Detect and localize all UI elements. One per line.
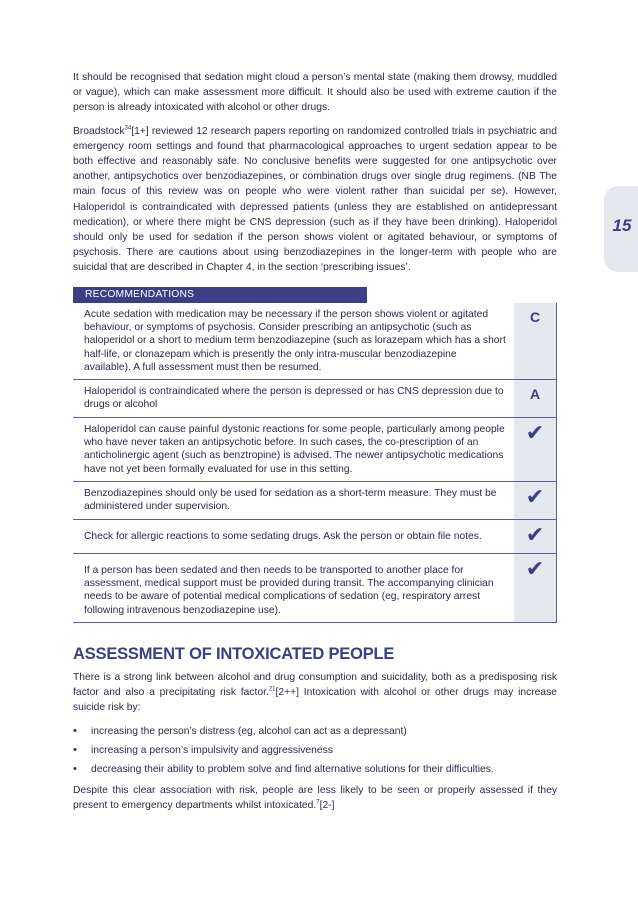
citation-ref: 34 xyxy=(124,125,132,132)
page-number: 15 xyxy=(612,216,632,235)
list-item: • decreasing their ability to problem solve and find alternative solutions for their difficulties. xyxy=(73,762,557,777)
checkmark-icon: ✔ xyxy=(514,482,556,519)
recommendation-row: Haloperidol is contraindicated where the person is depressed or has CNS depression due to drugs or alcohol A xyxy=(73,379,557,417)
citation-ref: 21 xyxy=(268,686,276,693)
list-item: • increasing a person’s impulsivity and aggressiveness xyxy=(73,743,557,758)
checkmark-icon: ✔ xyxy=(514,554,556,622)
recommendations-header: RECOMMENDATIONS xyxy=(73,287,367,303)
grade-badge: A xyxy=(514,380,556,417)
citation-ref: 7 xyxy=(316,799,320,806)
recommendation-row: Haloperidol can cause painful dystonic reactions for some people, particularly among people who have never taken an antipsychotic before. In such cases, the co-prescription of an anticholinergic agent (such as benztropine) is advised. The newer antipsychotic medications have not yet been formally evaluated for use in this setting. ✔ xyxy=(73,417,557,481)
recommendations-table xyxy=(73,284,557,623)
grade-badge: C xyxy=(514,303,556,379)
assessment-paragraph-2: Despite this clear association with risk, people are less likely to be seen or properly assessed if they present to emergency departments whilst intoxicated.$^7$[2-] xyxy=(73,785,557,812)
checkmark-icon: ✔ xyxy=(514,520,556,553)
intro-paragraph-2: Broadstock$^{34}$[1+] reviewed 12 research papers reporting on randomized controlled trials in psychiatric and emergency room settings and found that pharmacological approaches to urgent sedation appear to be both effective and reasonably safe. No conclusive benefits were suggested for one antipsychotic over another, antipsychotics over benzodiazepines, or combination drugs over single drug regimens. (NB The main focus of this review was on people who were violent rather than suicidal per se). However, Haloperidol is contraindicated with depressed patients (unless they are established on antidepressant medication), or where there might be CNS depression (such as if they have been drinking). Haloperidol should only be used for sedation if the person shows violent or agitated behaviour, or symptoms of psychosis. There are cautions about using benzodiazepines in the longer-term with people who are suicidal that are described in Chapter 4, in the section ‘prescribing issues’. xyxy=(73,125,557,274)
page-number-tab xyxy=(604,186,638,272)
risk-factor-list xyxy=(73,724,557,778)
recommendation-row: Check for allergic reactions to some sedating drugs. Ask the person or obtain file notes. ✔ xyxy=(73,519,557,553)
intro-paragraph-1: It should be recognised that sedation might cloud a person’s mental state (making them drowsy, muddled or vague), which can make assessment more difficult. It should also be used with extreme caution if the person is already intoxicated with alcohol or other drugs. xyxy=(73,72,557,114)
assessment-paragraph-1: There is a strong link between alcohol and drug consumption and suicidality, both as a predisposing risk factor and also a precipitating risk factor.$^{21}$[2++] Intoxication with alcohol or other drugs may increase suicide risk by: xyxy=(73,671,557,714)
section-title: ASSESSMENT OF INTOXICATED PEOPLE xyxy=(73,644,395,663)
recommendation-row: Benzodiazepines should only be used for sedation as a short-term measure. They must be administered under supervision. ✔ xyxy=(73,481,557,519)
checkmark-icon: ✔ xyxy=(514,418,556,481)
recommendation-row: Acute sedation with medication may be necessary if the person shows violent or agitated behaviour, or symptoms of psychosis. Consider prescribing an antipsychotic (such as haloperidol or a short to medium term benzodiazepine (such as lorazepam which has a short half-life, or clonazepam which is presently the only intra-muscular benzodiazepine available). A full assessment must then be resumed. C xyxy=(73,303,557,379)
list-item: • increasing the person’s distress (eg, alcohol can act as a depressant) xyxy=(73,724,557,739)
page-content xyxy=(73,70,557,822)
recommendation-row: If a person has been sedated and then needs to be transported to another place for assessment, medical support must be provided during transit. The accompanying clinician needs to be aware of potential medical complications of sedation (eg, respiratory arrest following intravenous benzodiazepine use). ✔ xyxy=(73,553,557,623)
